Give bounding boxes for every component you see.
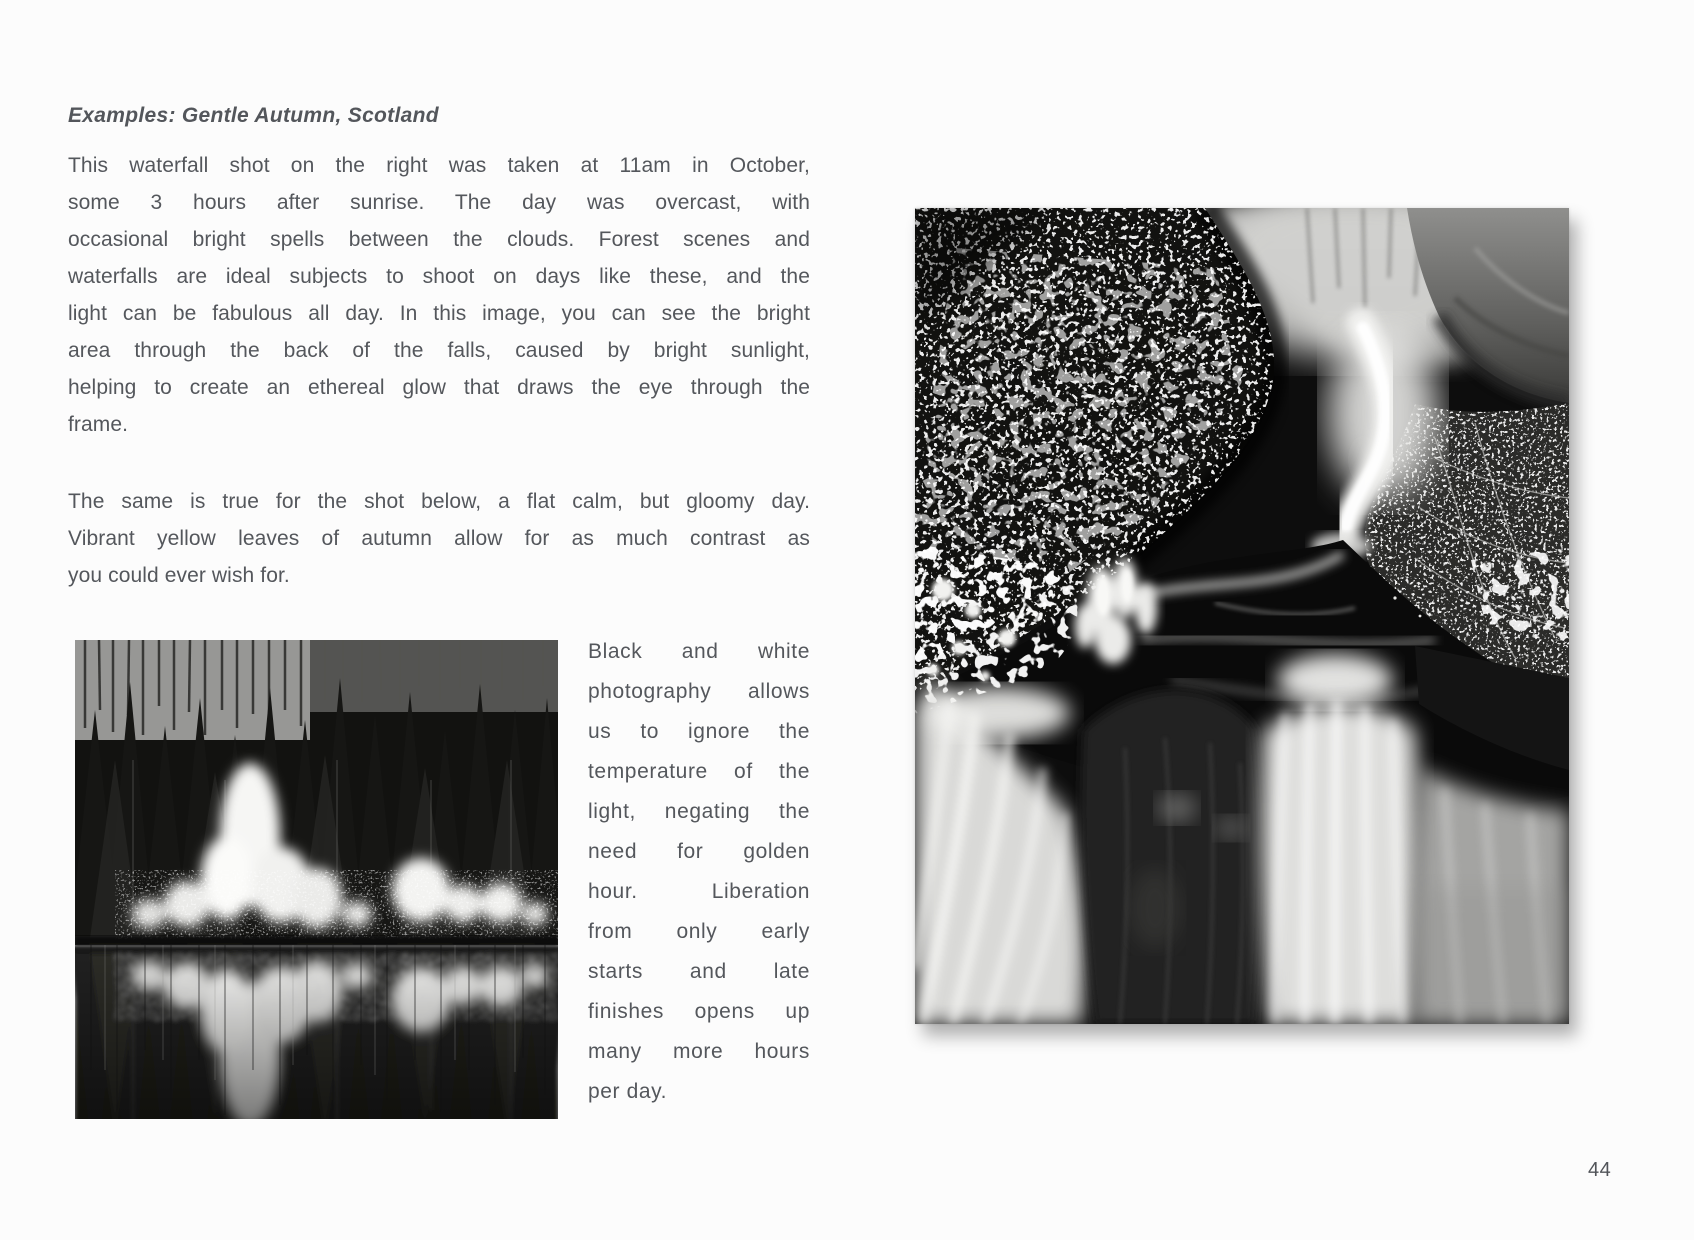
text-line: Vibrant yellow leaves of autumn allow for as much contrast as — [68, 527, 810, 550]
text-line: some 3 hours after sunrise. The day was overcast, with — [68, 191, 810, 214]
text-line: Black and white — [588, 640, 810, 663]
text-line: light, negating the — [588, 800, 810, 823]
text-line: light can be fabulous all day. In this image, you can see the bright — [68, 302, 810, 325]
text-line: us to ignore the — [588, 720, 810, 743]
text-line: finishes opens up — [588, 1000, 810, 1023]
text-line: hour. Liberation — [588, 880, 810, 903]
paragraph-shot-below — [68, 483, 810, 594]
text-line: need for golden — [588, 840, 810, 863]
waterfall-photo-graphic — [915, 208, 1569, 1024]
text-line: per day. — [588, 1080, 668, 1103]
text-line: waterfalls are ideal subjects to shoot on days like these, and the — [68, 265, 810, 288]
forest-lake-photo — [75, 640, 558, 1119]
text-line: from only early — [588, 920, 810, 943]
text-line: temperature of the — [588, 760, 810, 783]
text-line: area through the back of the falls, caused by bright sunlight, — [68, 339, 810, 362]
text-line: photography allows — [588, 680, 810, 703]
text-line: helping to create an ethereal glow that draws the eye through the — [68, 376, 810, 399]
side-paragraph-black-and-white — [588, 632, 810, 1112]
page-number: 44 — [1588, 1159, 1612, 1181]
text-line: frame. — [68, 413, 129, 436]
paragraph-waterfall-description — [68, 147, 810, 443]
text-line: This waterfall shot on the right was taken at 11am in October, — [68, 154, 810, 177]
text-line: starts and late — [588, 960, 810, 983]
text-line: you could ever wish for. — [68, 564, 290, 587]
text-line: many more hours — [588, 1040, 810, 1063]
text-line: The same is true for the shot below, a flat calm, but gloomy day. — [68, 490, 810, 513]
forest-lake-photo-graphic — [75, 640, 558, 1119]
waterfall-photo — [915, 208, 1569, 1024]
text-line: occasional bright spells between the clouds. Forest scenes and — [68, 228, 810, 251]
section-heading: Examples: Gentle Autumn, Scotland — [68, 104, 439, 128]
